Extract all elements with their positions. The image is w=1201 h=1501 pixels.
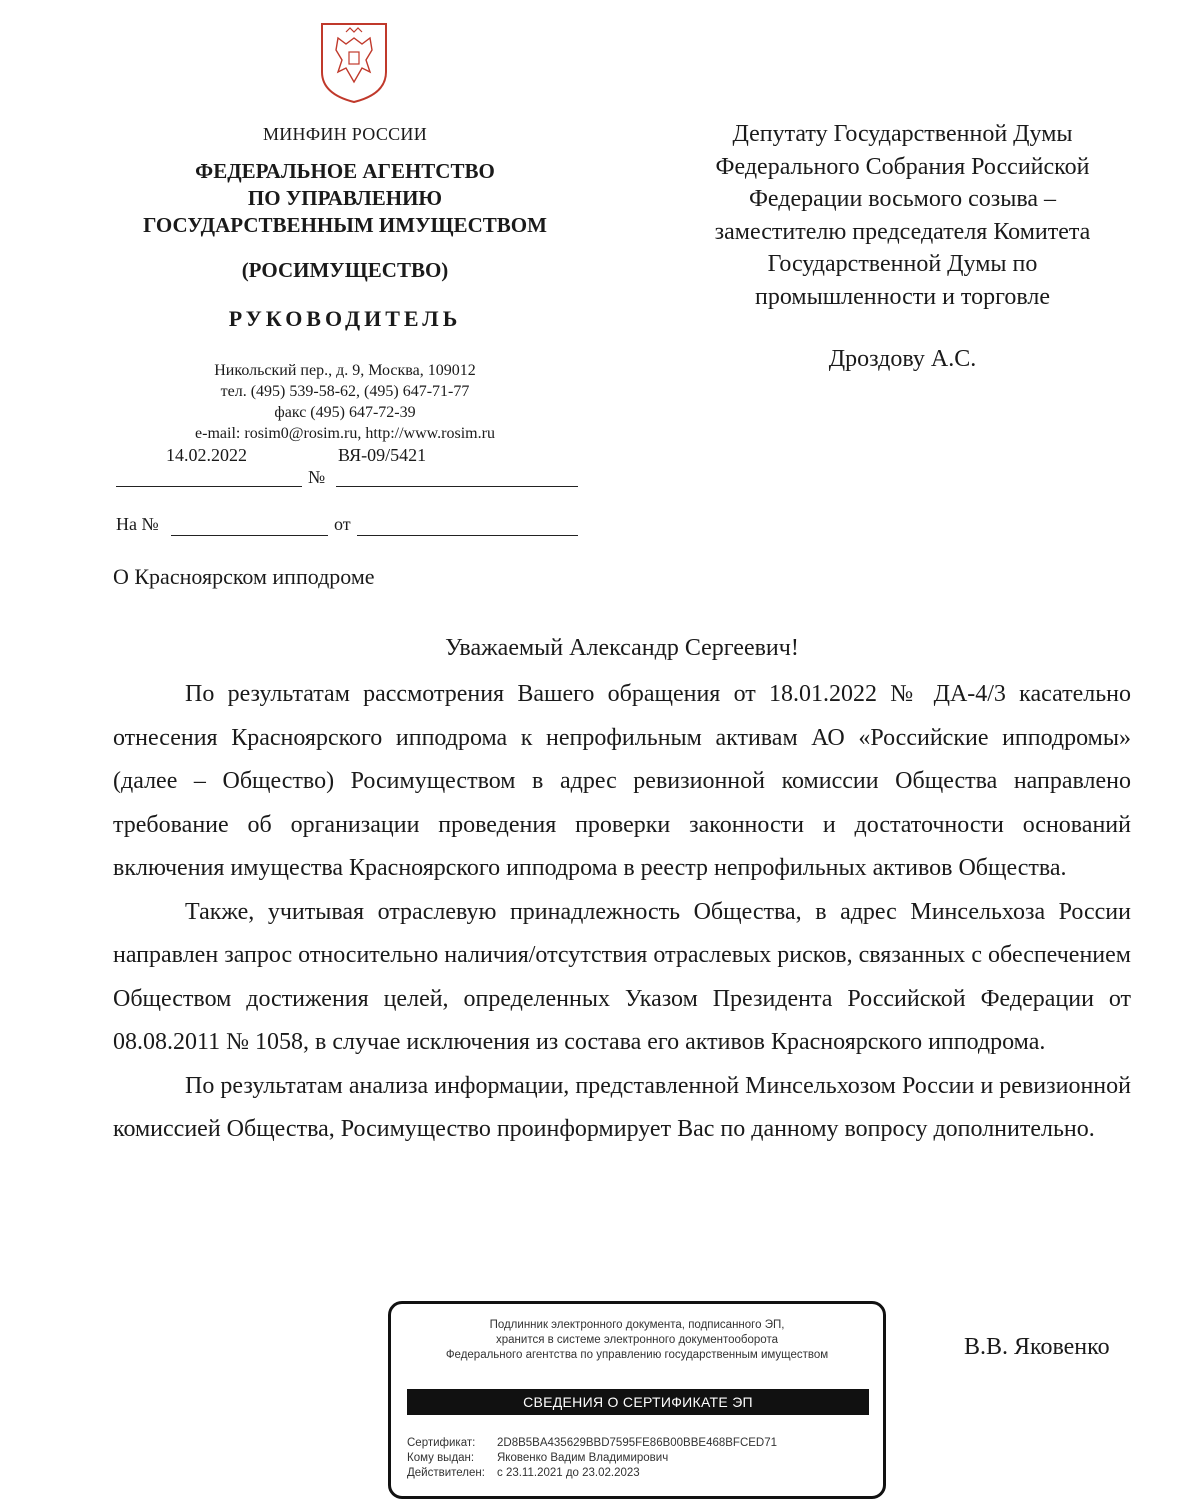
agency-line: ФЕДЕРАЛЬНОЕ АГЕНТСТВО [195, 159, 495, 183]
ministry-name: МИНФИН РОССИИ [262, 124, 428, 144]
stamp-notice [401, 1318, 873, 1363]
contact-info [110, 360, 580, 444]
contact-phone: тел. (495) 539-58-62, (495) 647-71-77 [220, 383, 470, 400]
signer-name: В.В. Яковенко [964, 1334, 1110, 1360]
electronic-signature-stamp [388, 1301, 886, 1499]
agency-line: ПО УПРАВЛЕНИЮ [247, 186, 443, 210]
position-title: РУКОВОДИТЕЛЬ [228, 306, 462, 331]
addressee-line: Федерального Собрания Российской [715, 153, 1090, 180]
stamp-notice-line: Подлинник электронного документа, подписанного ЭП, [489, 1319, 785, 1331]
validity-row [407, 1466, 777, 1481]
reply-date-underline [357, 535, 578, 536]
letter-number: ВЯ-09/5421 [338, 445, 427, 465]
russian-coat-of-arms-icon [316, 20, 392, 104]
contact-email: e-mail: rosim0@rosim.ru, http://www.rosim.ru [195, 425, 495, 442]
contact-address: Никольский пер., д. 9, Москва, 109012 [214, 362, 476, 379]
date-underline [116, 486, 302, 487]
stamp-notice-line: хранится в системе электронного документооборота [496, 1334, 778, 1346]
addressee-line: Государственной Думы по [767, 251, 1038, 277]
issued-to-row [407, 1451, 777, 1466]
addressee-line: промышленности и торговле [755, 283, 1050, 310]
stamp-title-bar: СВЕДЕНИЯ О СЕРТИФИКАТЕ ЭП [407, 1389, 869, 1415]
reply-number-underline [171, 535, 328, 536]
letter-subject: О Красноярском ипподроме [113, 564, 375, 589]
agency-abbreviation: (РОСИМУЩЕСТВО) [241, 258, 449, 282]
paragraph: Также, учитывая отраслевую принадлежность Общества, в адрес Минсельхоза России направлен запрос относительно наличия/отсутствия отраслевых рисков, связанных с обеспечением Обществом достижения целей, определенных Указом Президента Российской Федерации от 08.08.2011 № 1058, в случае исключения из состава его активов Красноярского ипподрома. [113, 898, 1131, 1055]
contact-fax: факс (495) 647-72-39 [274, 404, 416, 421]
agency-line: ГОСУДАРСТВЕННЫМ ИМУЩЕСТВОМ [143, 213, 547, 237]
certificate-details [407, 1436, 777, 1481]
addressee-name: Дроздову А.С. [828, 346, 977, 372]
letter-body [113, 673, 1131, 1152]
addressee-line: заместителю председателя Комитета [714, 218, 1091, 245]
paragraph: По результатам анализа информации, представленной Минсельхозом России и ревизионной комиссией Общества, Росимущество проинформирует Вас по данному вопросу дополнительно. [113, 1072, 1131, 1142]
valid-label: Действителен: [407, 1467, 485, 1479]
reply-line [116, 514, 578, 540]
addressee-line: Федерации восьмого созыва – [748, 186, 1057, 212]
paragraph: По результатам рассмотрения Вашего обращения от 18.01.2022 № ДА-4/3 касательно отнесения Красноярского ипподрома к непрофильным активам АО «Российские ипподромы» (далее – Общество) Росимуществом в адрес ревизионной комиссии Общества направлено требование об организации проведения проверки законности и достаточности оснований включения имущества Красноярского ипподрома в реестр непрофильных активов Общества. [113, 681, 1131, 881]
greeting: Уважаемый Александр Сергеевич! [445, 635, 799, 661]
reply-number-label: На № [116, 514, 159, 534]
stamp-notice-line: Федерального агентства по управлению государственным имуществом [445, 1349, 829, 1361]
agency-name [110, 158, 580, 239]
number-underline [336, 486, 578, 487]
certificate-label: Сертификат: [407, 1437, 476, 1449]
addressee-line: Депутату Государственной Думы [732, 121, 1073, 147]
certificate-value: 2D8B5BA435629BBD7595FE86B00BBE468BFCED71 [497, 1437, 778, 1449]
valid-value: с 23.11.2021 до 23.02.2023 [497, 1467, 640, 1479]
reply-from-label: от [334, 514, 351, 534]
certificate-row [407, 1436, 777, 1451]
registration-line [116, 443, 578, 493]
number-sign: № [308, 467, 326, 487]
addressee-block [640, 118, 1165, 313]
issued-to-value: Яковенко Вадим Владимирович [497, 1452, 669, 1464]
issued-to-label: Кому выдан: [407, 1452, 475, 1464]
letter-date: 14.02.2022 [166, 445, 247, 465]
